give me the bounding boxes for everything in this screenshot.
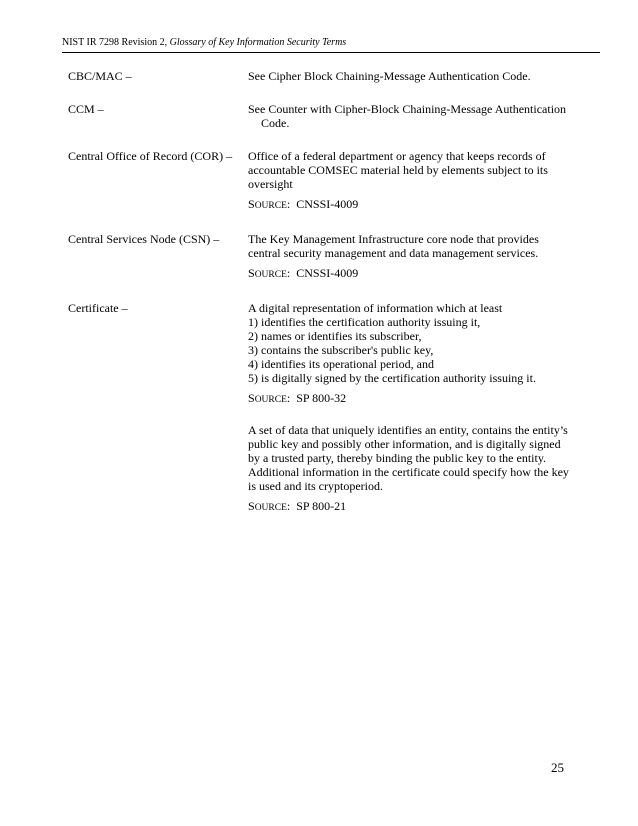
source-citation: SOURCE: CNSSI-4009 [248,266,359,280]
header-doc-id: NIST IR 7298 Revision 2, [62,37,168,48]
glossary-entry-ccm [68,102,570,136]
source-value: CNSSI-4009 [296,266,359,280]
source-label-rest: OURCE [254,503,287,513]
source-label-first: S [248,197,255,211]
source-value: SP 800-32 [296,391,347,405]
definition [248,301,570,521]
page-number: 25 [551,760,564,775]
source-label-rest: OURCE [254,395,287,405]
definition-intro: A digital representation of information which at least [248,301,503,315]
source-label-first: S [248,266,255,280]
source-label-rest: OURCE [254,270,287,280]
source-citation: SOURCE: SP 800-32 [248,391,347,405]
definition [248,232,570,288]
list-item: 5) is digitally signed by the certification authority issuing it. [248,371,536,385]
list-item: 2) names or identifies its subscriber, [248,329,422,343]
source-label-rest: OURCE [254,201,287,211]
glossary-entries [68,69,570,534]
definition [248,149,570,219]
list-item: 1) identifies the certification authority issuing it, [248,315,481,329]
running-header [62,36,600,53]
list-item: 3) contains the subscriber's public key, [248,343,434,357]
source-value: SP 800-21 [296,499,347,513]
term: Central Services Node (CSN) – [68,232,220,246]
definition [248,69,570,89]
definition-text-2: A set of data that uniquely identifies an entity, contains the entity’s public key and possibly other information, and is digitally signed by a trusted party, thereby binding the public key to the entity. Additional information in the certificate could specify how the key is used and its cryptoperiod. [248,423,569,493]
glossary-entry-csn [68,232,570,288]
glossary-entry-certificate [68,301,570,521]
source-citation-2: SOURCE: SP 800-21 [248,499,347,513]
definition-text: Office of a federal department or agency that keeps records of accountable COMSEC material held by elements subject to its oversight [248,149,548,191]
glossary-entry-cor [68,149,570,219]
list-item: 4) identifies its operational period, and [248,357,434,371]
glossary-entry-cbc-mac [68,69,570,89]
term: Certificate – [68,301,128,315]
source-label-first: S [248,391,255,405]
definition [248,102,570,136]
definition-text: See Cipher Block Chaining-Message Authentication Code. [248,69,531,83]
source-label-first: S [248,499,255,513]
definition-text: The Key Management Infrastructure core node that provides central security management and data management services. [248,232,539,260]
header-doc-title: Glossary of Key Information Security Terms [169,37,347,48]
term: CBC/MAC – [68,69,132,83]
term: Central Office of Record (COR) – [68,149,233,163]
term: CCM – [68,102,104,116]
definition-text: See Counter with Cipher-Block Chaining-Message Authentication Code. [248,102,567,130]
source-citation: SOURCE: CNSSI-4009 [248,197,359,211]
source-value: CNSSI-4009 [296,197,359,211]
